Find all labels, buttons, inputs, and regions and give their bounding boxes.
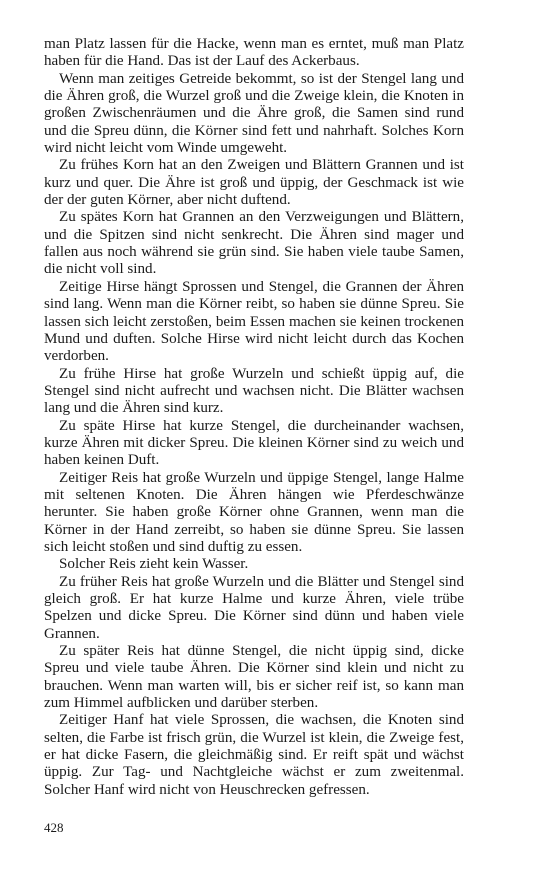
paragraph-zeitiges-getreide: Wenn man zeitiges Getreide bekommt, so ist der Stengel lang und die Ähren groß, die Wurzel groß und die Zweige klein, die Knoten in großen Zwischenräumen und die Ähre groß, die Samen sind rund und die Spreu dünn, die Körner sind fett und nahrhaft. Solches Korn wird nicht leicht vom Winde umgeweht.: [44, 70, 464, 157]
paragraph-zu-fruehe-hirse: Zu frühe Hirse hat große Wurzeln und schießt üppig auf, die Stengel sind nicht aufrecht und wachsen nicht. Die Blätter wachsen lang und die Ähren sind kurz.: [44, 365, 464, 417]
paragraph-zeitige-hirse: Zeitige Hirse hängt Sprossen und Stengel, die Grannen der Ähren sind lang. Wenn man die Körner reibt, so haben sie dünne Spreu. Sie lassen sich leicht zerstoßen, beim Essen machen sie keinen trockenen Mund und duften. Solche Hirse wird nicht leicht durch das Kochen verdorben.: [44, 278, 464, 365]
paragraph-reis-wasser: Solcher Reis zieht kein Wasser.: [59, 556, 249, 573]
paragraph-continuation: man Platz lassen für die Hacke, wenn man es erntet, muß man Platz haben für die Hand. Das ist der Lauf des Ackerbaus.: [44, 36, 464, 70]
page-body: [44, 36, 464, 799]
paragraph-zu-spaete-hirse: Zu späte Hirse hat kurze Stengel, die durcheinander wachsen, kurze Ähren mit dicker Spreu. Die kleinen Körner sind zu weich und haben keinen Duft.: [44, 417, 464, 469]
paragraph-zu-fruehes-korn: Zu frühes Korn hat an den Zweigen und Blättern Grannen und ist kurz und quer. Die Ähre ist groß und üppig, der Geschmack ist wie der der guten Körner, aber nicht duftend.: [44, 157, 464, 209]
paragraph-zeitiger-hanf: Zeitiger Hanf hat viele Sprossen, die wachsen, die Knoten sind selten, die Farbe ist frisch grün, die Wurzel ist klein, die Zweige fest, er hat dicke Fasern, die gleichmäßig sind. Er reift spät und wächst üppig. Zur Tag- und Nachtgleiche wächst er zum zweitenmal. Solcher Hanf wird nicht von Heuschrecken gefressen.: [44, 712, 464, 798]
page-number: 428: [44, 820, 64, 835]
paragraph-zu-spaetes-korn: Zu spätes Korn hat Grannen an den Verzweigungen und Blättern, und die Spitzen sind nicht senkrecht. Die Ähren sind mager und fallen aus noch während sie grün sind. Sie haben viele taube Samen, die nicht voll sind.: [44, 209, 464, 278]
paragraph-zu-spaeter-reis: Zu später Reis hat dünne Stengel, die nicht üppig sind, dicke Spreu und viele taube Ähren. Die Körner sind klein und nicht zu brauchen. Wenn man warten will, bis er sicher reif ist, so kann man zum Himmel aufblicken und darüber sterben.: [44, 643, 464, 712]
paragraph-zeitiger-reis: Zeitiger Reis hat große Wurzeln und üppige Stengel, lange Halme mit seltenen Knoten. Die Ähren hängen wie Pferdeschwänze herunter. Sie haben große Körner ohne Grannen, wenn man die Körner in der Hand zerreibt, so haben sie dünne Spreu. Sie lassen sich leicht stoßen und sind duftig zu essen.: [44, 469, 464, 555]
paragraph-zu-frueher-reis: Zu früher Reis hat große Wurzeln und die Blätter und Stengel sind gleich groß. Er hat kurze Halme und kurze Ähren, viele trübe Spelzen und dicke Spreu. Die Körner sind dünn und haben viele Grannen.: [44, 573, 464, 642]
